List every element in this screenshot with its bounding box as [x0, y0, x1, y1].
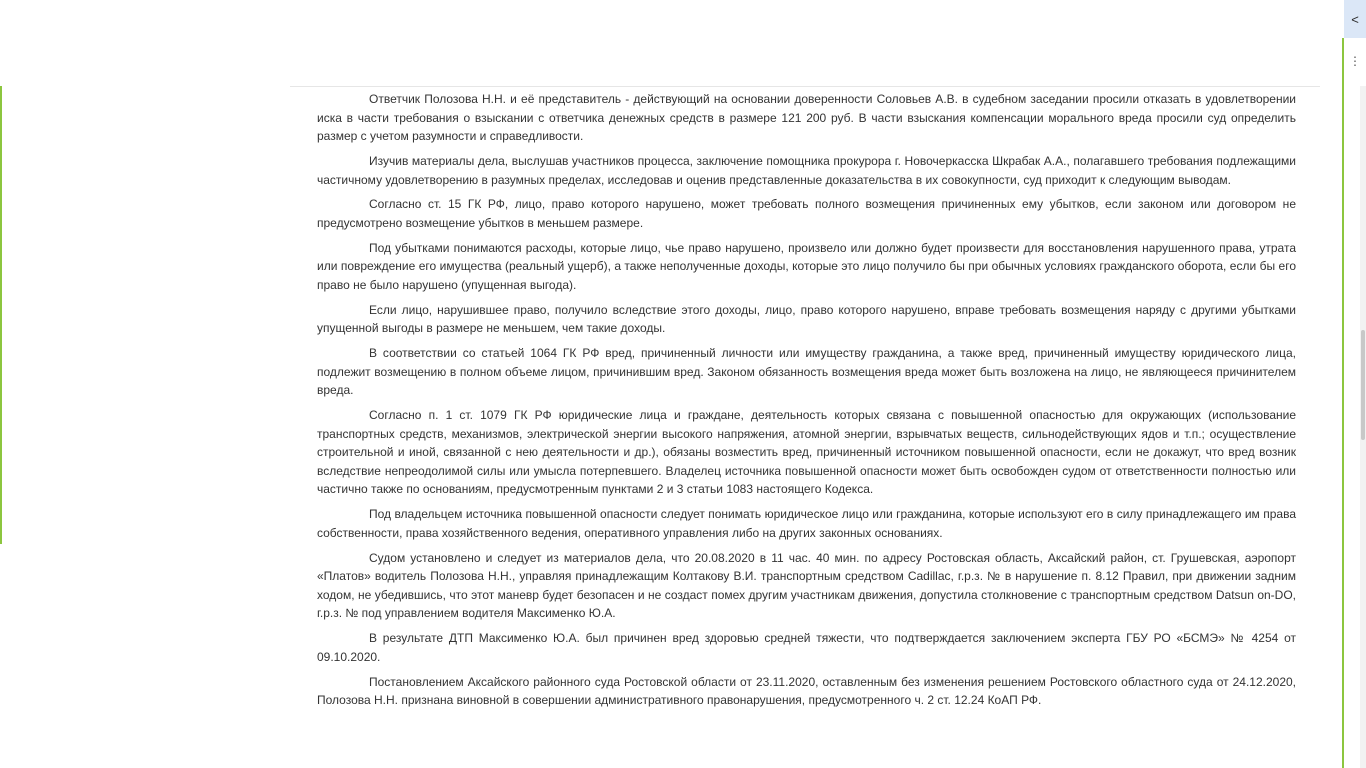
- chevron-left-icon: <: [1351, 11, 1359, 27]
- left-accent-line: [0, 86, 2, 544]
- paragraph: В результате ДТП Максименко Ю.А. был причинен вред здоровью средней тяжести, что подтверждается заключением эксперта ГБУ РО «БСМЭ» № 4254 от 09.10.2020.: [317, 631, 1296, 664]
- scrollbar-thumb[interactable]: [1361, 330, 1365, 440]
- paragraph: Если лицо, нарушившее право, получило вследствие этого доходы, лицо, право которого нарушено, вправе требовать возмещения наряду с другими убытками упущенной выгоды в размере не меньшем, чем такие доходы.: [317, 302, 1296, 336]
- paragraph: Судом установлено и следует из материалов дела, что 20.08.2020 в 11 час. 40 мин. по адресу Ростовская область, Аксайский район, ст. Грушевская, аэропорт «Платов» водитель Полозова Н.Н., управляя принадлежащим Колтакову В.И. транспортным средством Cadillac, г.р.з. № в нарушение п. 8.12 Правил, при движении задним ходом, не убедившись, что этот маневр будет безопасен и не создаст помех другим участникам движения, допустила столкновение с транспортным средством Datsun on-DO, г.р.з. № под управлением водителя Максименко Ю.А.: [317, 550, 1296, 621]
- more-options-icon[interactable]: [1344, 50, 1366, 72]
- paragraph: Изучив материалы дела, выслушав участников процесса, заключение помощника прокурора г. Новочеркасска Шкрабак А.А., полагавшего требования подлежащими частичному удовлетворению в разумных пределах, исследовав и оценив представленные доказательства в их совокупности, суд приходит к следующим выводам.: [317, 153, 1296, 187]
- paragraph: Ответчик Полозова Н.Н. и её представитель - действующий на основании доверенности Соловьев А.В. в судебном заседании просили отказать в удовлетворении иска в части требования о взыскании с ответчика денежных средств в размере 121 200 руб. В части взыскания компенсации морального вреда просили суд определить размер с учетом разумности и справедливости.: [317, 92, 1296, 144]
- document-body: [317, 90, 1296, 716]
- top-divider: [290, 86, 1320, 87]
- paragraph: В соответствии со статьей 1064 ГК РФ вред, причиненный личности или имуществу гражданина, а также вред, причиненный имуществу юридического лица, подлежит возмещению в полном объеме лицом, причинившим вред. Законом обязанность возмещения вреда может быть возложена на лицо, не являющееся причинителем вреда.: [317, 346, 1296, 398]
- right-accent-line: [1342, 38, 1344, 768]
- paragraph: Под убытками понимаются расходы, которые лицо, чье право нарушено, произвело или должно будет произвести для восстановления нарушенного права, утрата или повреждение его имущества (реальный ущерб), а также неполученные доходы, которые это лицо получило бы при обычных условиях гражданского оборота, если бы его право не было нарушено (упущенная выгода).: [317, 240, 1296, 292]
- paragraph: Постановлением Аксайского районного суда Ростовской области от 23.11.2020, оставленным без изменения решением Ростовского областного суда от 24.12.2020, Полозова Н.Н. признана виновной в совершении административного правонарушения, предусмотренного ч. 2 ст. 12.24 КоАП РФ.: [317, 674, 1296, 708]
- collapse-panel-button[interactable]: [1344, 0, 1366, 38]
- vertical-dots-icon: ⋮: [1349, 54, 1361, 68]
- paragraph: Под владельцем источника повышенной опасности следует понимать юридическое лицо или гражданина, которые используют его в силу принадлежащего им права собственности, права хозяйственного ведения, оперативного управления либо на других законных основаниях.: [317, 507, 1296, 540]
- paragraph: Согласно п. 1 ст. 1079 ГК РФ юридические лица и граждане, деятельность которых связана с повышенной опасностью для окружающих (использование транспортных средств, механизмов, электрической энергии высокого напряжения, атомной энергии, взрывчатых веществ, сильнодействующих ядов и т.п.; осуществление строительной и иной, связанной с нею деятельности и др.), обязаны возместить вред, причиненный источником повышенной опасности, если не докажут, что вред возник вследствие непреодолимой силы или умысла потерпевшего. Владелец источника повышенной опасности может быть освобожден судом от ответственности полностью или частично также по основаниям, предусмотренным пунктами 2 и 3 статьи 1083 настоящего Кодекса.: [317, 408, 1296, 497]
- paragraph: Согласно ст. 15 ГК РФ, лицо, право которого нарушено, может требовать полного возмещения причиненных ему убытков, если законом или договором не предусмотрено возмещение убытков в меньшем размере.: [317, 197, 1296, 230]
